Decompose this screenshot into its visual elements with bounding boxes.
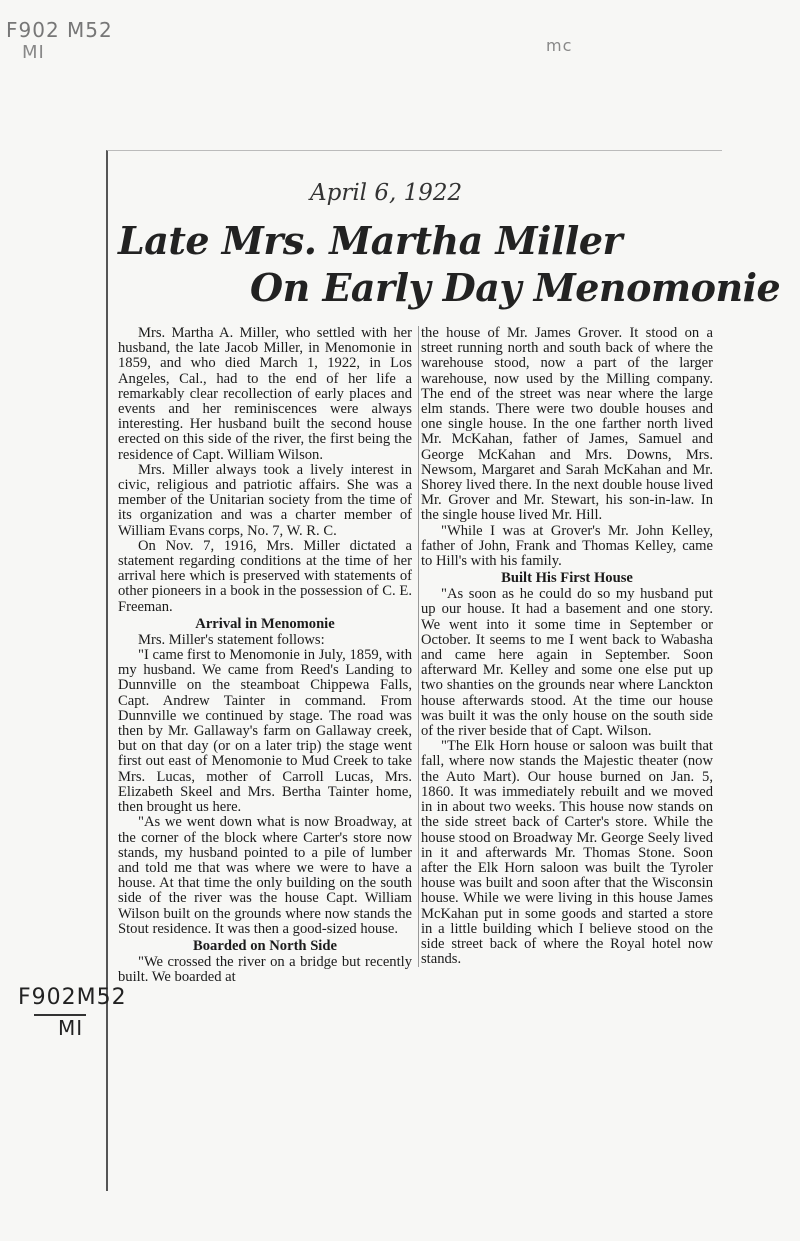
paragraph: Mrs. Martha A. Miller, who settled with her husband, the late Jacob Miller, in Menomonie in 1859, and who died March 1, 1922, in Los Angeles, Cal., had to the end of her life a remarkably clear recollection of early places and events and her reminiscences were always interesting. Her husband built the second house erected on this side of the river, the first being the residence of Capt. William Wilson. (118, 325, 412, 463)
article-column-right (418, 326, 713, 967)
article-column-left (118, 326, 412, 985)
headline-line-1: Late Mrs. Martha Miller (118, 218, 623, 263)
paragraph: "The Elk Horn house or saloon was built that fall, where now stands the Majestic theater (now the Auto Mart). Our house burned on Jan. 5, 1860. It was immediately rebuilt and we moved in in about two weeks. This house now stands on the side street back of Carter's store. While the house stood on Broadway Mr. George Seely lived in it and afterwards Mr. Thomas Stone. Soon after the Elk Horn saloon was built the Tyroler house was built and soon after that the Wisconsin house. While we were living in this house James McKahan put in some goods and started a store in a little building which I believe stood on the side street back of where the Royal hotel now stands. (421, 738, 713, 968)
handwritten-state-side: MI (58, 1016, 84, 1040)
section-heading: Arrival in Menomonie (195, 615, 335, 632)
paragraph: the house of Mr. James Grover. It stood on a street running north and south back of where the warehouse stood, now a part of the larger warehouse, now used by the Milling company. The end of the street was near where the large elm stands. There were two double houses and one single house. In the one farther north lived Mr. McKahan, father of James, Samuel and George McKahan and Mrs. Downs, Mrs. Newsom, Margaret and Sarah McKahan and Mr. Shorey lived there. In the next double house lived Mr. Grover and Mr. Stewart, his son-in-law. In the single house lived Mr. Hill. (421, 325, 713, 524)
paragraph: Mrs. Miller's statement follows: (138, 631, 325, 648)
paragraph: "As soon as he could do so my husband put up our house. It had a basement and one story. We went into it some time in September or October. It seems to me I went back to Wabasha and came here again in September. Soon afterward Mr. Kelley and some one else put up two shanties on the grounds near where Lanckton house afterwards stood. At the time our house was built it was the only house on the south side of the river beside that of Capt. Wilson. (421, 586, 713, 740)
headline-line-2: On Early Day Menomonie (250, 265, 781, 310)
handwritten-code-top: F902 M52 (6, 18, 113, 42)
section-heading: Boarded on North Side (193, 937, 337, 954)
handwritten-mark: mc (546, 36, 573, 55)
paragraph: Mrs. Miller always took a lively interest in civic, religious and patriotic affairs. She was a member of the Unitarian society from the time of its organization and was a charter member of William Evans corps, No. 7, W. R. C. (118, 461, 412, 539)
paragraph: "I came first to Menomonie in July, 1859, with my husband. We came from Reed's Landing to Dunnville on the steamboat Chippewa Falls, Capt. Andrew Tainter in command. From Dunnville we continued by stage. The road was then by Mr. Gallaway's farm on Gallaway creek, but on that day (or on a later trip) the stage went first out east of Menomonie to Mud Creek to take Mrs. Lucas, mother of Carroll Lucas, Mrs. Elizabeth Skeel and Mrs. Bertha Tainter home, then brought us here. (118, 647, 412, 816)
paragraph: "As we went down what is now Broadway, at the corner of the block where Carter's store now stands, my husband pointed to a pile of lumber and told me that was where we were to have a house. At that time the only building on the south side of the river was the house Capt. William Wilson built on the grounds where now stands the Stout residence. It was then a good-sized house. (118, 814, 412, 937)
article-date: April 6, 1922 (310, 180, 463, 206)
paragraph: "While I was at Grover's Mr. John Kelley, father of John, Frank and Thomas Kelley, came to Hill's with his family. (421, 522, 713, 570)
paragraph: "We crossed the river on a bridge but recently built. We boarded at (118, 953, 412, 986)
section-heading: Built His First House (501, 570, 633, 587)
paragraph: On Nov. 7, 1916, Mrs. Miller dictated a statement regarding conditions at the time of her arrival here which is preserved with statements of other pioneers in a book in the possession of C. E. Freeman. (118, 537, 412, 615)
handwritten-code-side: F902M52 (18, 985, 127, 1010)
handwritten-state-top: MI (22, 42, 45, 63)
